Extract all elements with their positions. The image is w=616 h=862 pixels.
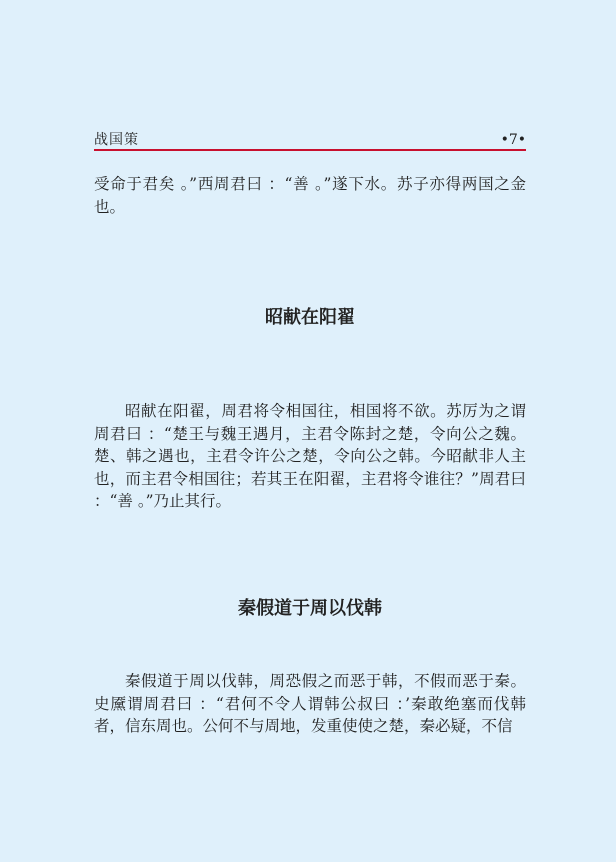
section-title: 昭献在阳翟 — [265, 307, 355, 328]
book-title: 战国策 — [94, 132, 139, 148]
page-number: •7• — [500, 132, 526, 148]
header-rule — [94, 149, 526, 151]
running-head — [94, 131, 526, 149]
body-paragraph: 受命于君矣 。”西周君曰 ：“善 。”遂下水。苏子亦得两国之金也。 — [94, 175, 526, 216]
body-paragraph: 秦假道于周以伐韩，周恐假之而恶于韩，不假而恶于秦。史黡谓周君曰 ：“君何不令人谓韩公叔曰 ：’秦敢绝塞而伐韩者，信东周也。公何不与周地，发重使使之楚，秦必疑，不信 — [94, 672, 526, 735]
section-title: 秦假道于周以伐韩 — [238, 598, 382, 619]
body-paragraph: 昭献在阳翟，周君将令相国往，相国将不欲。苏厉为之谓周君曰 ：“楚王与魏王遇月，主君令陈封之楚，令向公之魏。楚、韩之遇也，主君令许公之楚，令向公之韩。今昭献非人主也，而主君令相国往；若其王在阳翟，主君将令谁往？”周君曰 ：“善 。”乃止其行。 — [94, 402, 526, 510]
